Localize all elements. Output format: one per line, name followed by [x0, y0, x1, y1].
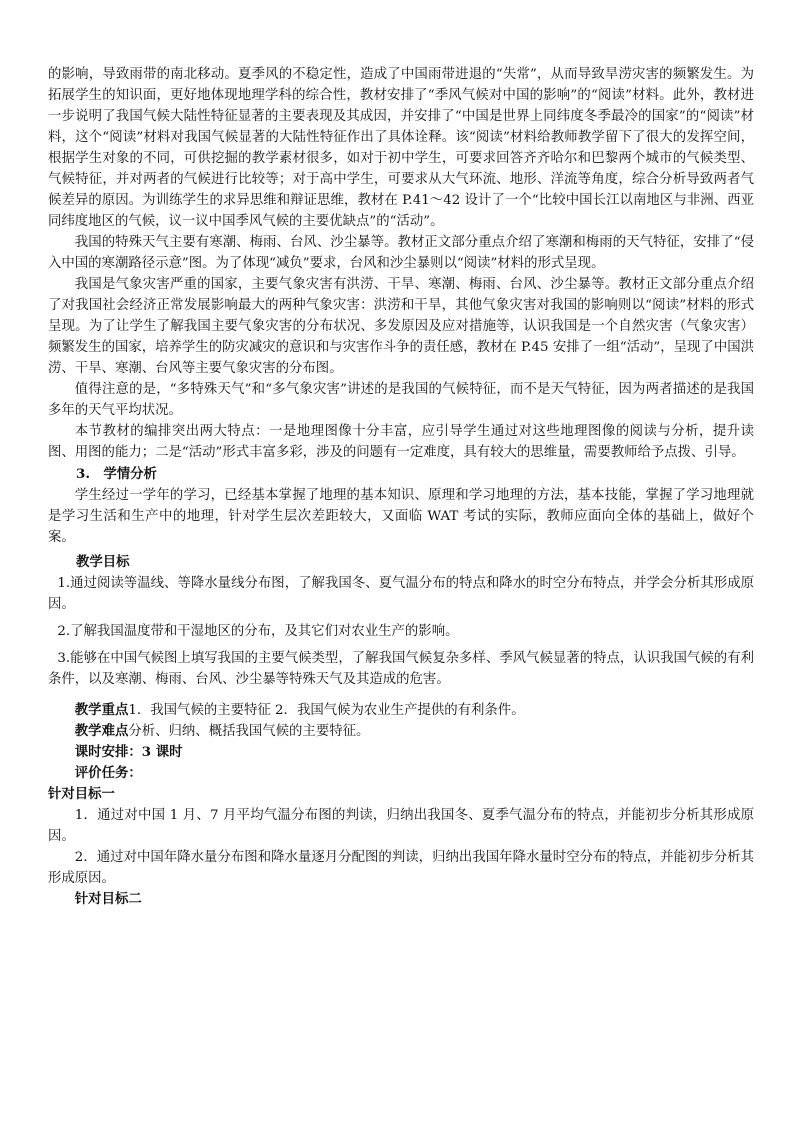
paragraph-note: 值得注意的是，“多特殊天气”和“多气象灾害”讲述的是我国的气候特征，而不是天气特征，因为两者描述的是我国多年的天气平均状况。 — [48, 382, 754, 418]
goal-one-item-1: 1．通过对中国 1 月、7 月平均气温分布图的判读，归纳出我国冬、夏季气温分布的特点，并能初步分析其形成原因。 — [48, 808, 754, 844]
paragraph-learner-analysis: 学生经过一学年的学习，已经基本掌握了地理的基本知识、原理和学习地理的方法，基本技能，掌握了学习地理就是学习生活和生产中的地理，针对学生层次差距较大，又面临 WAT 考试的实际，教师应面向全体的基础上，做好个案。 — [48, 488, 754, 545]
paragraph-disasters: 我国是气象灾害严重的国家，主要气象灾害有洪涝、干旱、寒潮、梅雨、台风、沙尘暴等。教材正文部分重点介绍了对我国社会经济正常发展影响最大的两种气象灾害：洪涝和干旱，其他气象灾害对我国的影响则以“阅读”材料的形式呈现。为了让学生了解我国主要气象灾害的分布状况、多发原因及应对措施等，认识我国是一个自然灾害（气象灾害）频繁发生的国家，培养学生的防灾减灾的意识和与灾害作斗争的责任感，教材在 P.45 安排了一组“活动”，呈现了中国洪涝、干旱、寒潮、台风等主要气象灾害的分布图。 — [48, 277, 754, 376]
paragraph-features: 本节教材的编排突出两大特点：一是地理图像十分丰富，应引导学生通过对这些地理图像的阅读与分析，提升读图、用图的能力；二是“活动”形式丰富多彩，涉及的问题有一定难度，具有较大的思维量，需要教师给予点拨、引导。 — [48, 424, 754, 460]
difficulty-text: 分析、归纳、概括我国气候的主要特征。 — [128, 724, 370, 739]
objective-item-1: 1.通过阅读等温线、等降水量线分布图，了解我国冬、夏气温分布的特点和降水的时空分布特点，并学会分析其形成原因。 — [48, 576, 754, 612]
paragraph-monsoon: 的影响，导致雨带的南北移动。夏季风的不稳定性，造成了中国雨带进退的“失常”，从而导致旱涝灾害的频繁发生。为拓展学生的知识面，更好地体现地理学科的综合性，教材安排了“季风气候对中国的影响”的“阅读”材料。此外，教材进一步说明了我国气候大陆性特征显著的主要表现及其成因，并安排了“中国是世界上同纬度冬季最冷的国家”的“阅读”材料，这个“阅读”材料对我国气候显著的大陆性特征作出了具体诠释。该“阅读”材料给教师教学留下了很大的发挥空间，根据学生对象的不同，可供挖掘的教学素材很多，如对于初中学生，可要求回答齐齐哈尔和巴黎两个城市的气候类型、气候特征，并对两者的气候进行比较等；对于高中学生，可要求从大气环流、地形、洋流等角度，综合分析导致两者气候差异的原因。为训练学生的求异思维和辩证思维，教材在 P.41～42 设计了一个“比较中国长江以南地区与非洲、西亚同纬度地区的气候，议一议中国季风气候的主要优缺点”的“活动”。 — [48, 67, 754, 229]
goal-two-heading: 针对目标二 — [74, 891, 142, 907]
class-schedule: 课时安排：3 课时 — [74, 744, 183, 760]
key-label: 教学重点 — [74, 702, 129, 718]
heading-teaching-objectives: 教学目标 — [76, 554, 130, 570]
document-page — [48, 64, 754, 910]
objective-item-2: 2.了解我国温度带和干湿地区的分布，及其它们对农业生产的影响。 — [57, 624, 459, 639]
teaching-key-points — [48, 700, 754, 721]
section-heading-learner-analysis: 3. 学情分析 — [76, 466, 157, 482]
key-text: 1．我国气候的主要特征 2．我国气候为农业生产提供的有利条件。 — [128, 703, 525, 718]
evaluation-tasks-heading: 评价任务： — [74, 765, 142, 781]
goal-one-heading: 针对目标一 — [48, 786, 115, 802]
teaching-difficulty — [48, 721, 754, 742]
difficulty-label: 教学难点 — [74, 723, 129, 739]
objective-item-3: 3.能够在中国气候图上填写我国的主要气候类型，了解我国气候复杂多样、季风气候显著的特点，认识我国气候的有利条件，以及寒潮、梅雨、台风、沙尘暴等特殊天气及其造成的危害。 — [48, 651, 754, 687]
paragraph-special-weather: 我国的特殊天气主要有寒潮、梅雨、台风、沙尘暴等。教材正文部分重点介绍了寒潮和梅雨的天气特征，安排了“侵入中国的寒潮路径示意”图。为了体现“减负”要求，台风和沙尘暴则以“阅读”材料的形式呈现。 — [48, 235, 754, 271]
goal-one-item-2: 2．通过对中国年降水量分布图和降水量逐月分配图的判读，归纳出我国年降水量时空分布的特点，并能初步分析其形成原因。 — [48, 850, 754, 886]
